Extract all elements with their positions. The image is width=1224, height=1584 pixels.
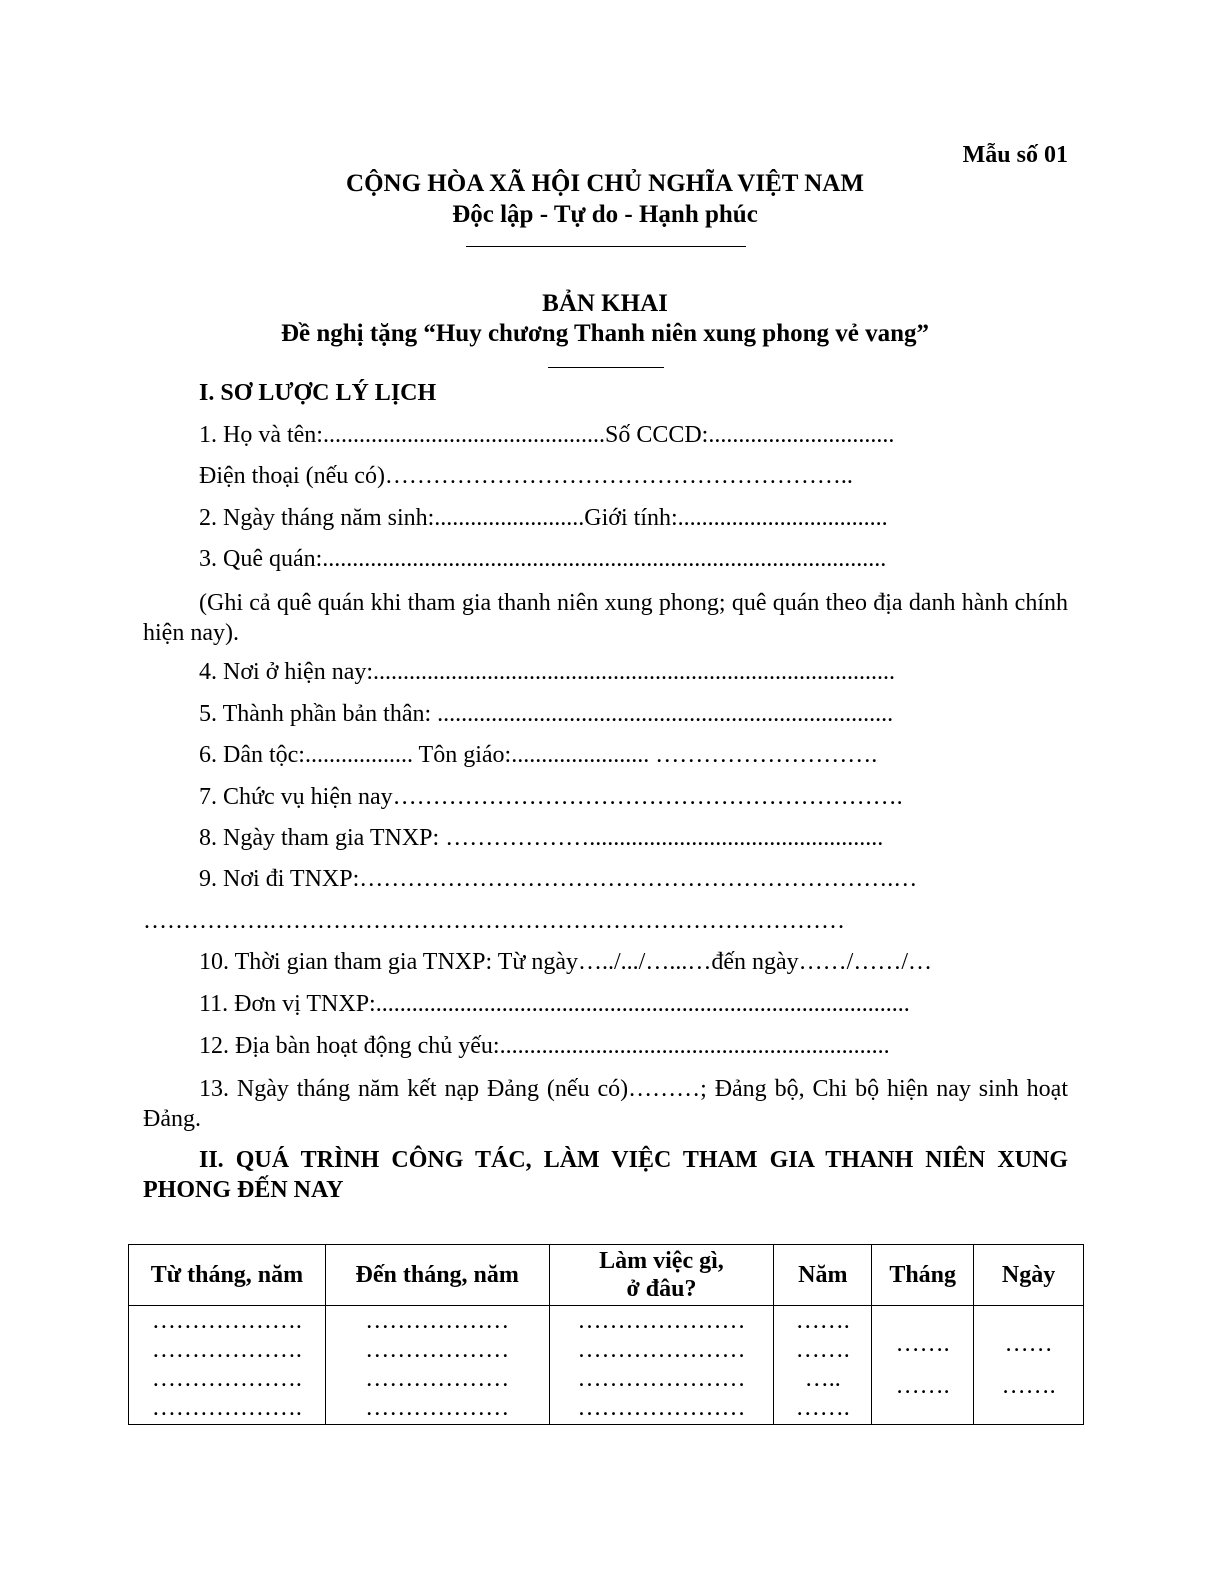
document-title: BẢN KHAI: [542, 290, 668, 317]
nation-title: CỘNG HÒA XÃ HỘI CHỦ NGHĨA VIỆT NAM: [346, 170, 864, 197]
col-header-from: Từ tháng, năm: [129, 1245, 326, 1306]
field-phone: Điện thoại (nếu có)…………………………………………………..: [199, 463, 853, 489]
work-history-table: [128, 1244, 1084, 1425]
table-row: [129, 1306, 1084, 1425]
col-header-work: Làm việc gì, ở đâu?: [549, 1245, 774, 1306]
field-residence: 4. Nơi ở hiện nay:.......................................................................................: [199, 659, 896, 685]
section2-heading: II. QUÁ TRÌNH CÔNG TÁC, LÀM VIỆC THAM GIA THANH NIÊN XUNG PHONG ĐẾN NAY: [143, 1147, 1068, 1203]
field-unit: 11. Đơn vị TNXP:.........................................................................................: [199, 991, 910, 1017]
section1-heading: I. SƠ LƯỢC LÝ LỊCH: [199, 380, 437, 406]
title-divider: [548, 367, 664, 368]
field-hometown: 3. Quê quán:..............................................................................................: [199, 546, 887, 572]
field-join-date: 8. Ngày tham gia TNXP: ……………….................................................: [199, 825, 884, 851]
field-position: 7. Chức vụ hiện nay……………………………………………………….: [199, 784, 903, 810]
field-origin-place: 9. Nơi đi TNXP:………………………………………………………….…: [199, 866, 918, 892]
col-header-month: Tháng: [872, 1245, 974, 1306]
col-header-day: Ngày: [974, 1245, 1084, 1306]
field-ethnicity-religion: 6. Dân tộc:.................. Tôn giáo:....................... ……………………….: [199, 742, 878, 768]
field-name-id: 1. Họ và tên:...............................................Số CCCD:...............................: [199, 422, 895, 448]
col-header-year: Năm: [774, 1245, 872, 1306]
field-area: 12. Địa bàn hoạt động chủ yếu:.................................................................: [199, 1033, 890, 1059]
cell-from[interactable]: ………………. ………………. ………………. ……………….: [129, 1306, 326, 1425]
national-motto: Độc lập - Tự do - Hạnh phúc: [452, 201, 758, 228]
col-header-to: Đến tháng, năm: [325, 1245, 549, 1306]
cell-day[interactable]: …… …….: [974, 1306, 1084, 1425]
field-origin-place-cont: …………….………………………………………………………………: [143, 908, 845, 934]
hometown-note: (Ghi cả quê quán khi tham gia thanh niên xung phong; quê quán theo địa danh hành chính hiện nay).: [143, 590, 1068, 646]
field-service-period: 10. Thời gian tham gia TNXP: Từ ngày…../.../…...…đến ngày……/……/…: [199, 949, 932, 975]
field-social-class: 5. Thành phần bản thân: ............................................................................: [199, 701, 894, 727]
cell-month[interactable]: ……. …….: [872, 1306, 974, 1425]
cell-work[interactable]: ………………… ………………… ………………… …………………: [549, 1306, 774, 1425]
field-birth-gender: 2. Ngày tháng năm sinh:.........................Giới tính:...................................: [199, 505, 888, 531]
form-number: Mẫu số 01: [962, 142, 1068, 168]
header-divider: [466, 246, 746, 247]
cell-year[interactable]: ……. ……. ….. …….: [774, 1306, 872, 1425]
document-subtitle: Đề nghị tặng “Huy chương Thanh niên xung phong vẻ vang”: [280, 320, 930, 347]
field-party-membership: 13. Ngày tháng năm kết nạp Đảng (nếu có)………; Đảng bộ, Chi bộ hiện nay sinh hoạt Đảng.: [143, 1076, 1068, 1132]
cell-to[interactable]: ……………… ……………… ……………… ………………: [325, 1306, 549, 1425]
table-header-row: [129, 1245, 1084, 1306]
